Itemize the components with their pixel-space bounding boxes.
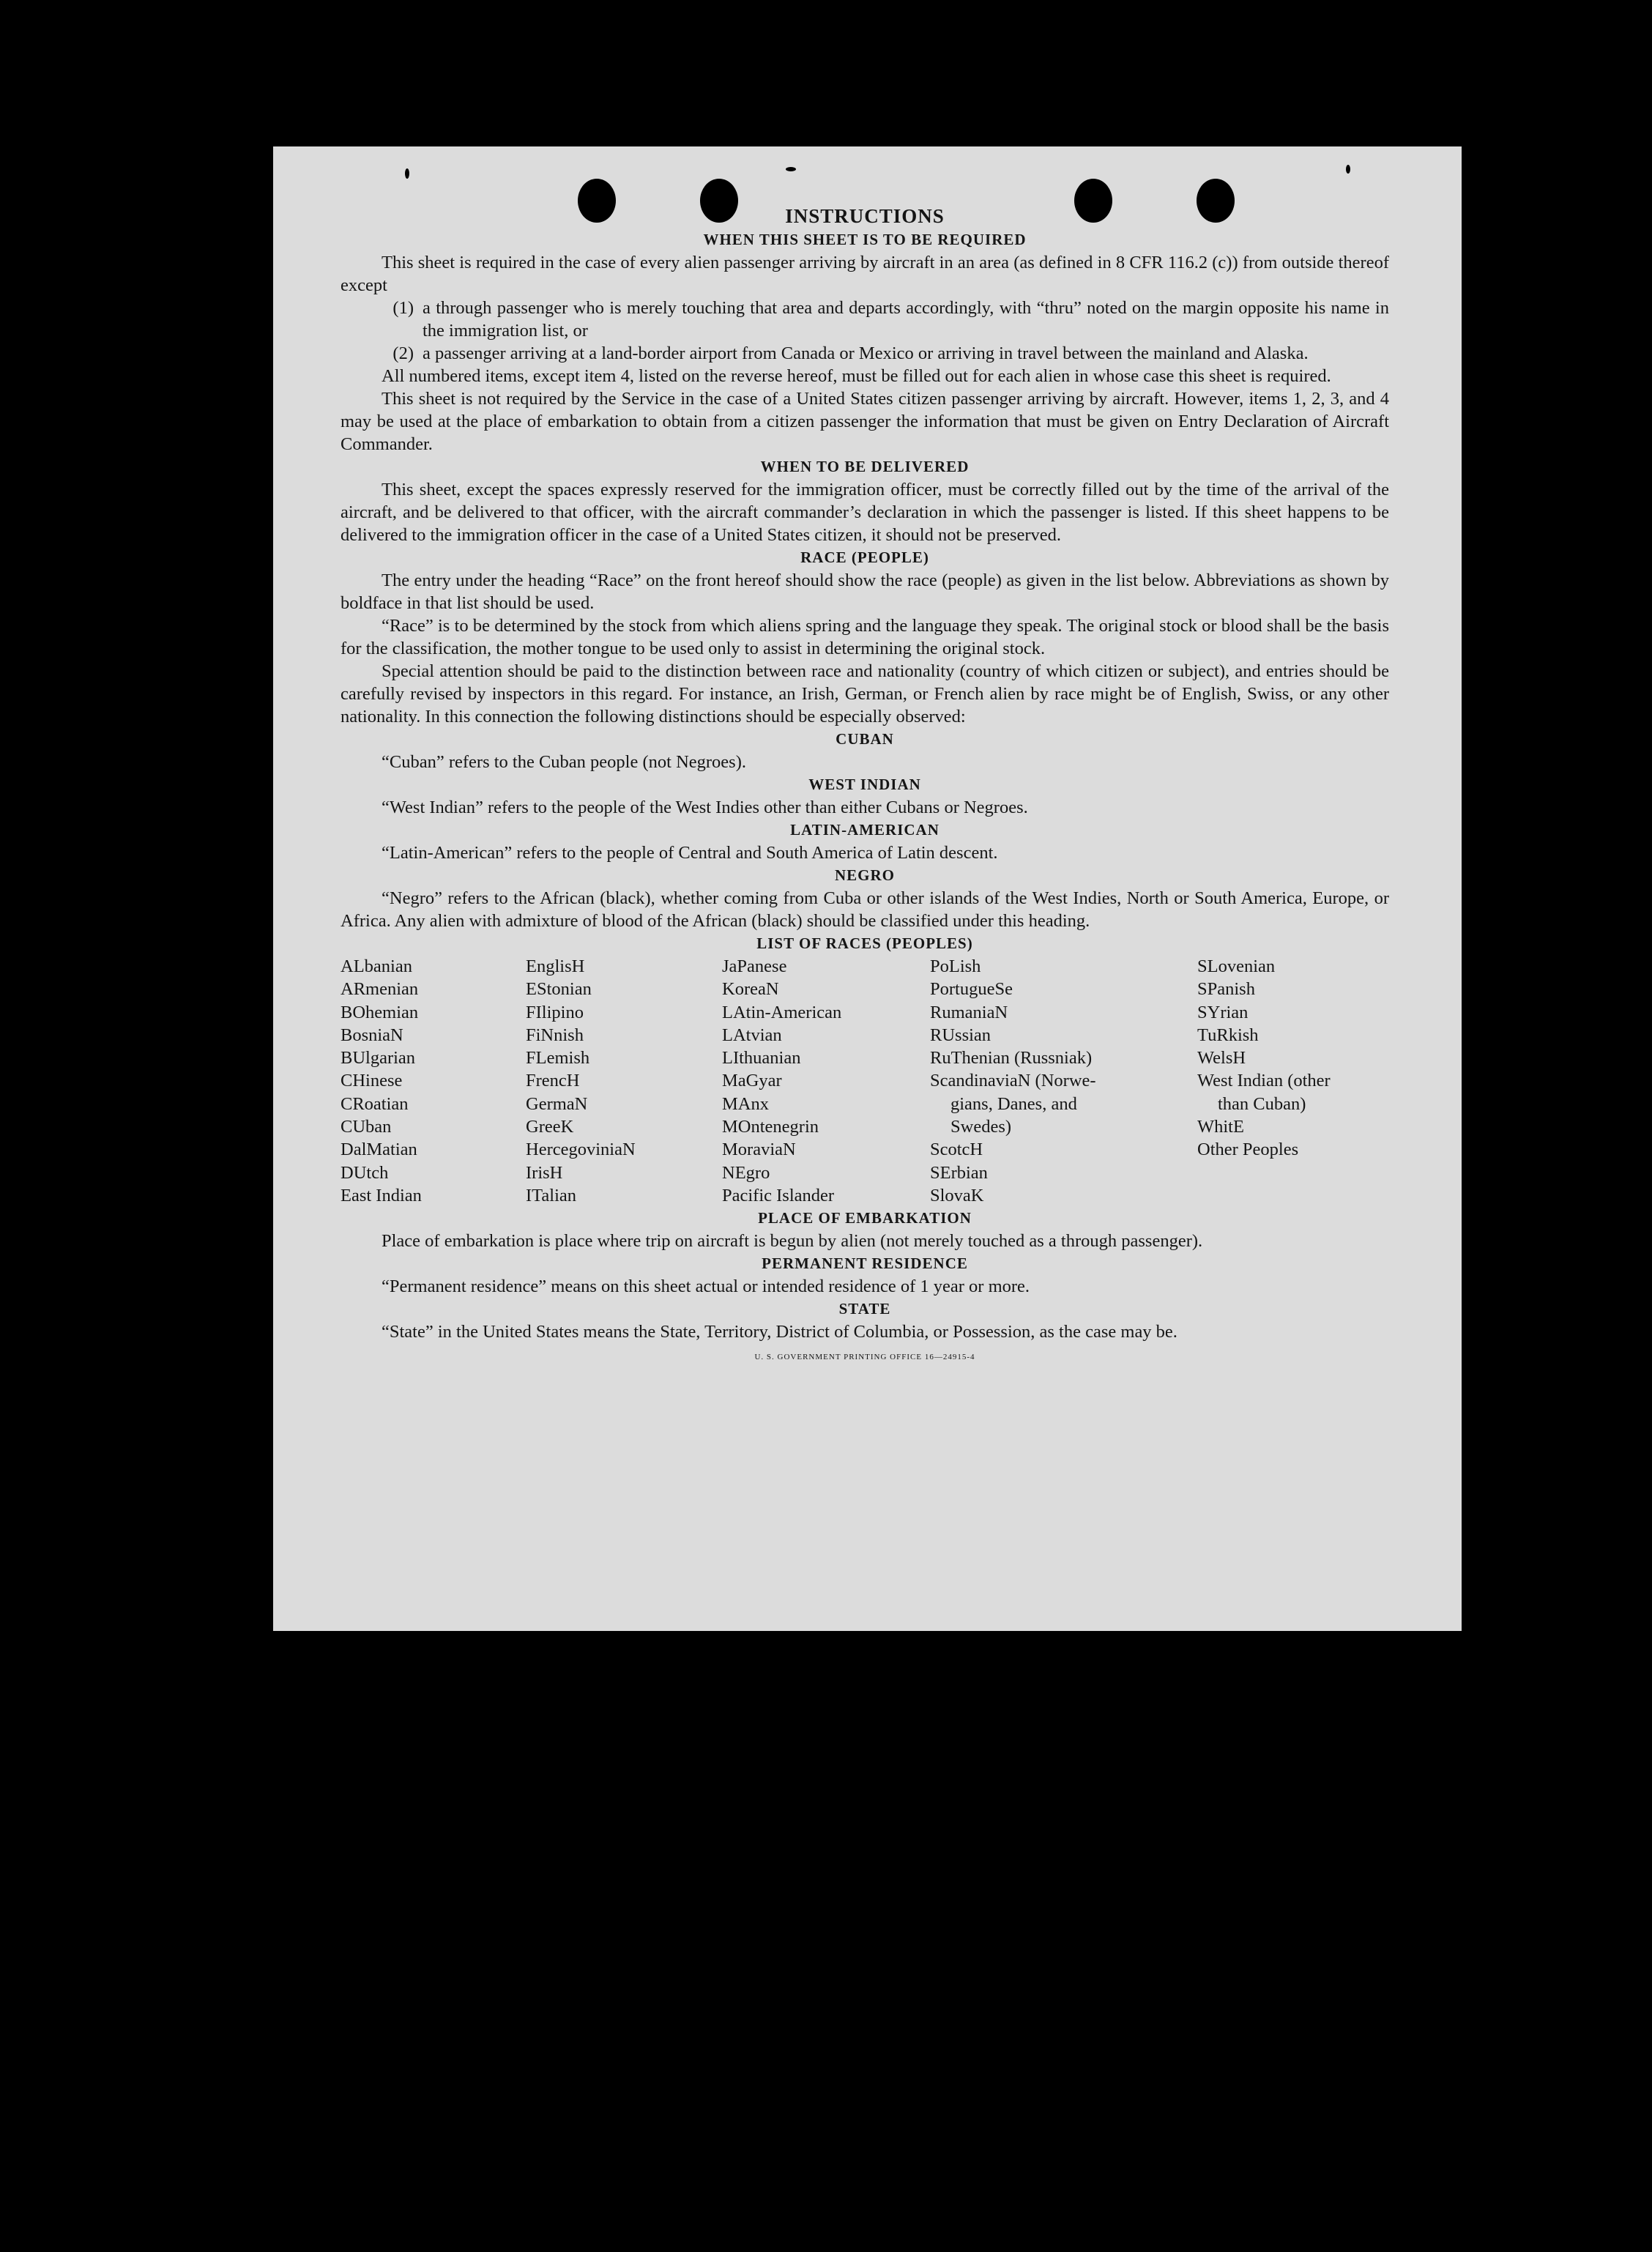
race-entry: ITalian xyxy=(526,1185,577,1205)
races-column xyxy=(930,955,1197,1207)
section-heading-latin-american: LATIN-AMERICAN xyxy=(790,821,940,839)
item-text: a through passenger who is merely touching that area and departs accordingly, with “thru” noted on the margin opposite his name in the immigration list, or xyxy=(423,298,1389,341)
race-entry: PoLish xyxy=(930,956,981,976)
race-entry: ARmenian xyxy=(341,979,419,1000)
race-entry: DalMatian xyxy=(341,1140,417,1160)
race-entry: ScotcH xyxy=(930,1140,983,1160)
paragraph: “State” in the United States means the State, Territory, District of Columbia, or Possession, as the case may be. xyxy=(382,1322,1177,1342)
page-title: INSTRUCTIONS xyxy=(785,205,945,227)
race-entry: SLovenian xyxy=(1197,956,1276,976)
race-entry: MoraviaN xyxy=(722,1140,796,1160)
race-entry: Swedes) xyxy=(950,1117,1012,1137)
race-entry: Other Peoples xyxy=(1197,1140,1299,1160)
race-entry: ALbanian xyxy=(341,956,412,976)
race-entry: gians, Danes, and xyxy=(950,1093,1077,1114)
race-entry: BosniaN xyxy=(341,1025,403,1045)
race-entry: DUtch xyxy=(341,1162,389,1183)
race-entry: West Indian (other xyxy=(1197,1071,1331,1091)
paragraph: “Permanent residence” means on this sheet actual or intended residence of 1 year or more. xyxy=(382,1276,1030,1297)
race-entry: CHinese xyxy=(341,1071,403,1091)
speck-mark xyxy=(786,167,796,171)
paragraph: This sheet is not required by the Service in the case of a United States citizen passenger arriving by aircraft. However, items 1, 2, 3, and 4 may be used at the place of embarkation to obtain from a citizen passenger the information that must be given on Entry Declaration of Aircraft Commander. xyxy=(341,389,1389,454)
race-entry: JaPanese xyxy=(722,956,787,976)
section-heading-delivered: WHEN TO BE DELIVERED xyxy=(760,458,970,475)
race-entry: BOhemian xyxy=(341,1002,419,1022)
section-heading-west-indian: WEST INDIAN xyxy=(808,776,921,793)
section-heading-list-of-races: LIST OF RACES (PEOPLES) xyxy=(756,934,973,952)
speck-mark xyxy=(405,168,409,179)
race-entry: MOntenegrin xyxy=(722,1117,819,1137)
race-entry: GreeK xyxy=(526,1117,574,1137)
printing-office-footer: U. S. GOVERNMENT PRINTING OFFICE 16—24915-4 xyxy=(754,1353,975,1362)
race-entry: than Cuban) xyxy=(1218,1093,1306,1114)
race-entry: SErbian xyxy=(930,1162,988,1183)
section-heading-embarkation: PLACE OF EMBARKATION xyxy=(758,1209,972,1227)
race-entry: TuRkish xyxy=(1197,1025,1259,1045)
paragraph: “Race” is to be determined by the stock from which aliens spring and the language they speak. The original stock or blood shall be the basis for the classification, the mother tongue to be used only to assist in determining the original stock. xyxy=(341,616,1389,658)
races-column xyxy=(526,955,722,1207)
race-entry: EnglisH xyxy=(526,956,585,976)
race-entry: SlovaK xyxy=(930,1185,984,1205)
race-entry: EStonian xyxy=(526,979,592,1000)
race-entry: MAnx xyxy=(722,1093,769,1114)
section-heading-required: WHEN THIS SHEET IS TO BE REQUIRED xyxy=(703,231,1027,248)
race-entry: WhitE xyxy=(1197,1117,1244,1137)
item-number: (1) xyxy=(392,298,414,318)
races-column xyxy=(1197,955,1389,1207)
paragraph: The entry under the heading “Race” on the front hereof should show the race (people) as given in the list below. Abbreviations as shown by boldface in that list should be used. xyxy=(341,571,1389,613)
paragraph: Special attention should be paid to the distinction between race and nationality (country of which citizen or subject), and entries should be carefully revised by inspectors in this regard. For instance, an Irish, German, or French alien by race might be of English, Swiss, or any other nationality. In this connection the following distinctions should be especially observed: xyxy=(341,661,1389,726)
instructions-content xyxy=(341,204,1389,1369)
race-entry: SYrian xyxy=(1197,1002,1249,1022)
race-entry: FLemish xyxy=(526,1048,590,1069)
paragraph: All numbered items, except item 4, listed on the reverse hereof, must be filled out for each alien in whose case this sheet is required. xyxy=(382,366,1331,386)
race-entry: LIthuanian xyxy=(722,1048,801,1069)
section-heading-residence: PERMANENT RESIDENCE xyxy=(762,1255,968,1273)
section-heading-negro: NEGRO xyxy=(834,866,895,884)
race-entry: ScandinaviaN (Norwe- xyxy=(930,1071,1096,1091)
race-entry: MaGyar xyxy=(722,1071,782,1091)
document-sheet xyxy=(273,146,1462,1631)
race-entry: SPanish xyxy=(1197,979,1255,1000)
races-column xyxy=(722,955,930,1207)
race-entry: RumaniaN xyxy=(930,1002,1008,1022)
section-heading-cuban: CUBAN xyxy=(836,730,894,748)
race-entry: BUlgarian xyxy=(341,1048,416,1069)
list-item xyxy=(341,342,1389,365)
paragraph: “Negro” refers to the African (black), whether coming from Cuba or other islands of the West Indies, North or South America, Europe, or Africa. Any alien with admixture of blood of the African (black) should be classified under this heading. xyxy=(341,888,1389,931)
paragraph: “Cuban” refers to the Cuban people (not Negroes). xyxy=(382,752,746,772)
race-entry: East Indian xyxy=(341,1185,422,1205)
race-entry: FiNnish xyxy=(526,1025,584,1045)
paragraph: “West Indian” refers to the people of the West Indies other than either Cubans or Negroes. xyxy=(382,798,1028,817)
speck-mark xyxy=(1346,165,1350,174)
races-column xyxy=(341,955,526,1207)
race-entry: LAtvian xyxy=(722,1025,782,1045)
item-number: (2) xyxy=(392,343,414,363)
races-list xyxy=(341,955,1389,1207)
race-entry: GermaN xyxy=(526,1093,588,1114)
race-entry: LAtin-American xyxy=(722,1002,842,1022)
race-entry: RUssian xyxy=(930,1025,991,1045)
paragraph: Place of embarkation is place where trip on aircraft is begun by alien (not merely touched as a through passenger). xyxy=(382,1231,1203,1252)
race-entry: HercegoviniaN xyxy=(526,1140,636,1160)
race-entry: RuThenian (Russniak) xyxy=(930,1048,1093,1069)
paragraph: “Latin-American” refers to the people of Central and South America of Latin descent. xyxy=(382,843,998,863)
race-entry: Pacific Islander xyxy=(722,1185,835,1205)
race-entry: KoreaN xyxy=(722,979,779,1000)
race-entry: CUban xyxy=(341,1117,392,1137)
race-entry: NEgro xyxy=(722,1162,770,1183)
paragraph: This sheet, except the spaces expressly reserved for the immigration officer, must be correctly filled out by the time of the arrival of the aircraft, and be delivered to that officer, with the aircraft commander’s declaration in which the passenger is listed. If this sheet happens to be delivered to the immigration officer in the case of a United States citizen, it should not be preserved. xyxy=(341,480,1389,545)
list-item xyxy=(341,297,1389,342)
paragraph: This sheet is required in the case of every alien passenger arriving by aircraft in an area (as defined in 8 CFR 116.2 (c)) from outside thereof except xyxy=(341,253,1389,295)
race-entry: FrencH xyxy=(526,1071,580,1091)
race-entry: CRoatian xyxy=(341,1093,409,1114)
race-entry: PortugueSe xyxy=(930,979,1013,1000)
race-entry: IrisH xyxy=(526,1162,563,1183)
race-entry: FIlipino xyxy=(526,1002,584,1022)
item-text: a passenger arriving at a land-border airport from Canada or Mexico or arriving in travel between the mainland and Alaska. xyxy=(423,343,1309,363)
race-entry: WelsH xyxy=(1197,1048,1246,1069)
section-heading-state: STATE xyxy=(838,1300,891,1318)
section-heading-race: RACE (PEOPLE) xyxy=(800,549,929,566)
